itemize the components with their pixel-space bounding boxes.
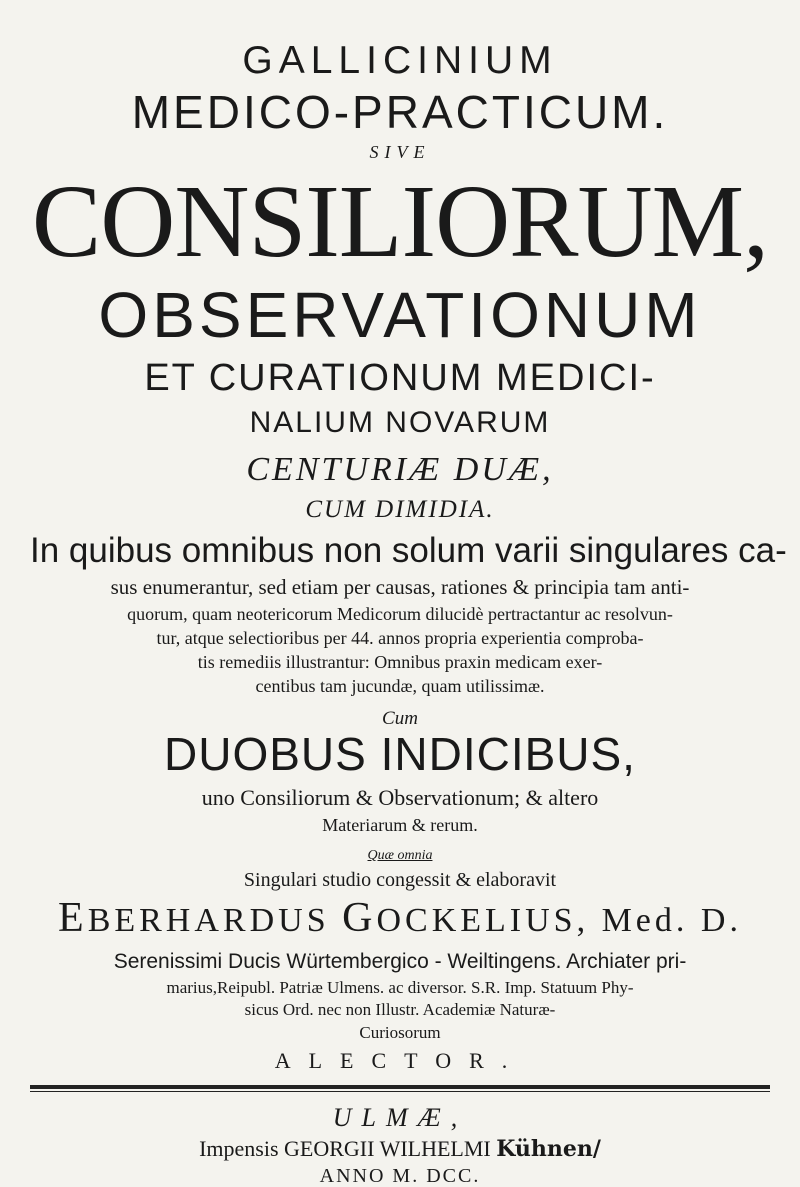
description-line: quorum, quam neotericorum Medicorum dilucidè pertractantur ac resolvun- — [127, 604, 673, 625]
description-line: tis remediis illustrantur: Omnibus praxin medicam exer- — [197, 651, 603, 672]
title-observationum: OBSERVATIONUM — [98, 278, 702, 351]
singulari-studio: Singulari studio congessit & elaboravit — [243, 869, 557, 892]
duobus-indicibus: DUOBUS INDICIBUS, — [164, 728, 636, 781]
description-line: sus enumerantur, sed etiam per causas, rationes & principia tam anti- — [110, 575, 690, 600]
title-nalium-novarum: NALIUM NOVARUM — [249, 405, 551, 439]
credentials-line: marius,Reipubl. Patriæ Ulmens. ac diversor. S.R. Imp. Statuum Phy- — [166, 977, 634, 997]
title-curationum: ET CURATIONUM MEDICI- — [144, 357, 656, 400]
author-initial: G — [342, 895, 377, 942]
divider-rule — [30, 1085, 770, 1092]
imprint-publisher-text: Impensis GEORGII WILHELMI — [199, 1135, 491, 1161]
title-medico-practicum: MEDICO-PRACTICUM. — [131, 85, 669, 138]
author-forename: BERHARDUS — [87, 902, 343, 940]
credentials-line: Curiosorum — [359, 1023, 441, 1043]
credentials-line: sicus Ord. nec non Illustr. Academiæ Naturæ- — [244, 1000, 556, 1020]
description-line: In quibus omnibus non solum varii singulares ca- — [30, 530, 787, 570]
materiarum-line: Materiarum & rerum. — [322, 815, 478, 836]
imprint-year: ANNO M. DCC. — [319, 1164, 481, 1187]
indices-description: uno Consiliorum & Observationum; & altero — [201, 785, 599, 811]
title-centuriae: CENTURIÆ DUÆ, — [246, 450, 554, 488]
title-cum-dimidia: CUM DIMIDIA. — [305, 496, 495, 524]
title-gallicinium: GALLICINIUM — [242, 39, 558, 82]
author-surname: OCKELIUS, Med. D. — [376, 902, 742, 940]
title-sive: SIVE — [369, 142, 431, 163]
imprint-place: ULMÆ, — [332, 1102, 468, 1132]
description-line: centibus tam jucundæ, quam utilissimæ. — [255, 675, 545, 696]
imprint-publisher-name: Kühnen/ — [496, 1135, 601, 1162]
author-initial: E — [58, 895, 88, 942]
cum-label: Cum — [382, 707, 418, 729]
author-name — [30, 895, 770, 941]
description-line: tur, atque selectioribus per 44. annos propria experientia comproba- — [156, 628, 644, 649]
title-consiliorum: CONSILIORUM, — [31, 164, 769, 280]
quae-omnia: Quæ omnia — [367, 848, 433, 863]
alector: ALECTOR. — [274, 1047, 526, 1073]
imprint-publisher — [30, 1137, 770, 1161]
credentials-line: Serenissimi Ducis Würtembergico - Weiltingens. Archiater pri- — [113, 949, 687, 973]
